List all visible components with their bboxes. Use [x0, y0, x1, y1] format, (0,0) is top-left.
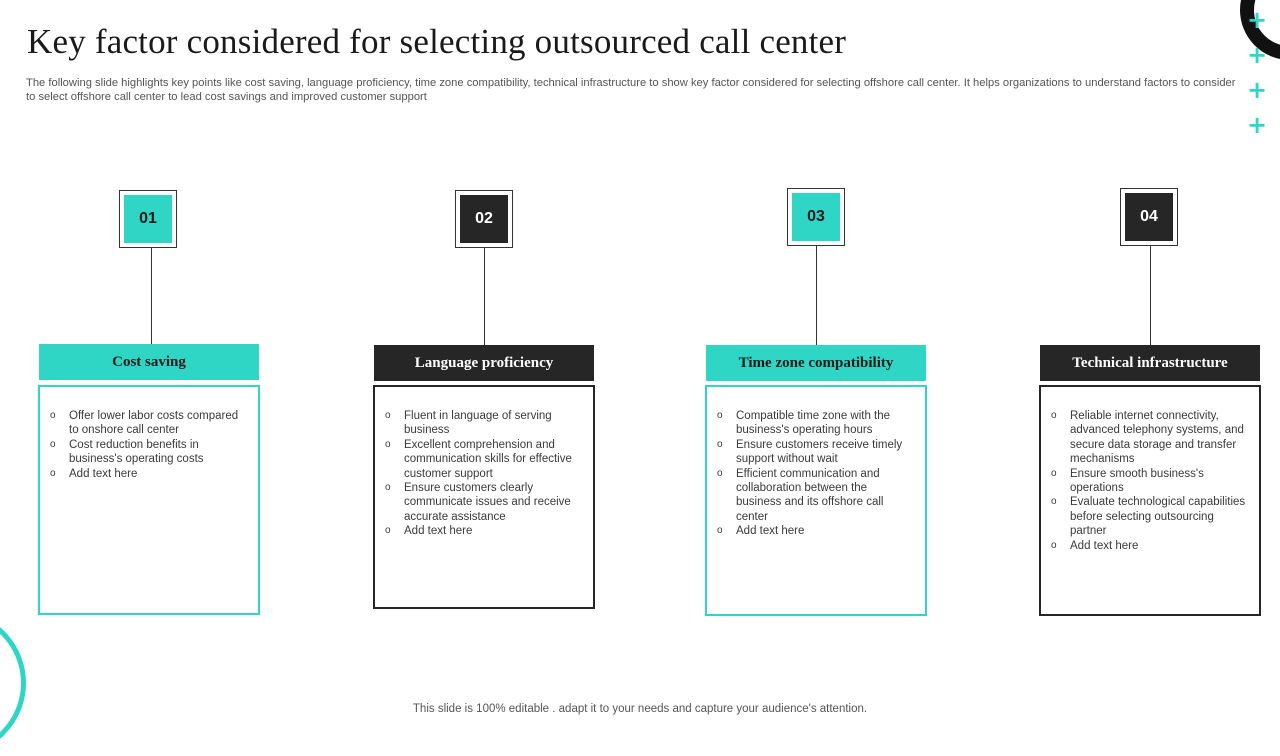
page-subtitle: The following slide highlights key points like cost saving, language proficiency, time zone compatibility, technical infrastructure to show key factor considered for selecting offshore call center. It helps organizations to understand factors to consider to select offshore call center to lead cost savings and improved customer support	[26, 77, 1236, 103]
card-body	[373, 385, 595, 609]
bullet-item: o Excellent comprehension and communication skills for effective customer support	[385, 438, 583, 481]
bullet-item: o Offer lower labor costs compared to onshore call center	[50, 409, 248, 438]
bullet-item: o Add text here	[385, 524, 583, 538]
bullet-item: o Add text here	[1051, 539, 1249, 553]
plus-icon: +	[1247, 111, 1268, 139]
number-badge: 02	[460, 195, 508, 243]
number-badge-frame	[787, 188, 845, 246]
plus-icon: +	[1247, 6, 1268, 34]
connector-line	[151, 248, 152, 344]
number-badge-frame	[455, 190, 513, 248]
bullet-list	[385, 409, 583, 539]
bullet-item: o Efficient communication and collaboration between the business and its offshore call center	[717, 467, 915, 525]
bullet-item: o Ensure smooth business's operations	[1051, 467, 1249, 496]
connector-line	[816, 246, 817, 345]
bullet-list	[717, 409, 915, 539]
connector-line	[484, 248, 485, 345]
card-body	[705, 385, 927, 616]
number-badge: 01	[124, 195, 172, 243]
card-body	[1039, 385, 1261, 616]
bullet-item: o Ensure customers clearly communicate issues and receive accurate assistance	[385, 481, 583, 524]
bullet-item: o Compatible time zone with the business's operating hours	[717, 409, 915, 438]
card-header: Cost saving	[39, 344, 259, 380]
bullet-item: o Add text here	[717, 524, 915, 538]
footer-note: This slide is 100% editable . adapt it to your needs and capture your audience's attention.	[412, 703, 868, 715]
plus-icon: +	[1247, 41, 1268, 69]
bullet-item: o Evaluate technological capabilities before selecting outsourcing partner	[1051, 495, 1249, 538]
bullet-item: o Fluent in language of serving business	[385, 409, 583, 438]
decorative-arc	[0, 610, 26, 756]
connector-line	[1150, 246, 1151, 345]
bullet-list	[1051, 409, 1249, 553]
bullet-item: o Reliable internet connectivity, advanced telephony systems, and secure data storage and transfer mechanisms	[1051, 409, 1249, 467]
bullet-item: o Cost reduction benefits in business's operating costs	[50, 438, 248, 467]
plus-icon: +	[1247, 76, 1268, 104]
bullet-item: o Add text here	[50, 467, 248, 481]
number-badge: 04	[1125, 193, 1173, 241]
page-title: Key factor considered for selecting outsourced call center	[27, 22, 847, 61]
card-header: Language proficiency	[374, 345, 594, 381]
bullet-item: o Ensure customers receive timely support without wait	[717, 438, 915, 467]
number-badge-frame	[119, 190, 177, 248]
card-header: Technical infrastructure	[1040, 345, 1260, 381]
card-body	[38, 385, 260, 615]
number-badge-frame	[1120, 188, 1178, 246]
number-badge: 03	[792, 193, 840, 241]
card-header: Time zone compatibility	[706, 345, 926, 381]
bullet-list	[50, 409, 248, 481]
